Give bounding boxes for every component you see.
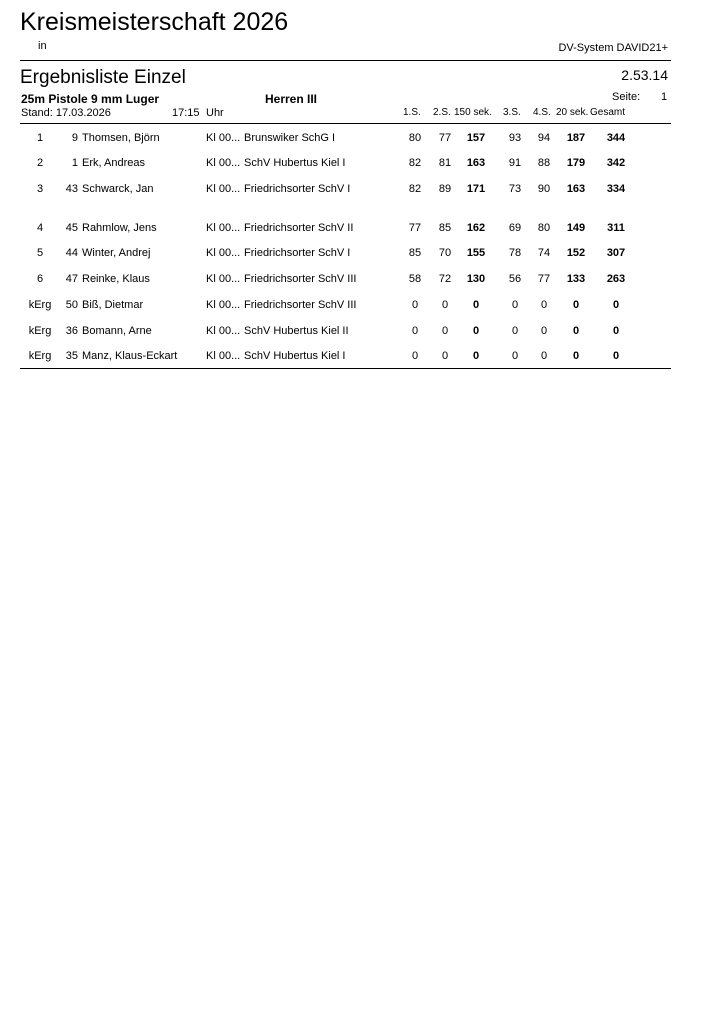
shooter-name: Winter, Andrej (82, 247, 151, 259)
sum-150sek: 171 (466, 183, 486, 195)
class-code: Kl 00... (206, 325, 241, 337)
class-code: Kl 00... (206, 132, 241, 144)
total-score: 344 (606, 132, 626, 144)
series-3: 69 (508, 222, 522, 234)
total-score: 0 (612, 350, 620, 362)
series-1: 82 (408, 157, 422, 169)
page-label: Seite: (612, 91, 641, 103)
total-score: 0 (612, 299, 620, 311)
series-4: 90 (537, 183, 551, 195)
series-1: 0 (411, 325, 419, 337)
sum-150sek: 0 (472, 325, 480, 337)
series-3: 0 (511, 325, 519, 337)
rank: kErg (28, 350, 52, 362)
series-1: 85 (408, 247, 422, 259)
page-number: 1 (661, 91, 668, 103)
class-label: Herren III (265, 92, 318, 106)
table-row (0, 183, 724, 203)
club-name: Brunswiker SchG I (244, 132, 336, 144)
series-4: 88 (537, 157, 551, 169)
club-name: Friedrichsorter SchV III (244, 299, 357, 311)
series-3: 78 (508, 247, 522, 259)
sum-20sek: 133 (566, 273, 586, 285)
rank: 4 (36, 222, 44, 234)
sum-20sek: 149 (566, 222, 586, 234)
series-3: 0 (511, 350, 519, 362)
series-2: 72 (438, 273, 452, 285)
start-number: 45 (65, 222, 78, 234)
series-1: 0 (411, 350, 419, 362)
shooter-name: Bomann, Arne (82, 325, 152, 337)
total-score: 0 (612, 325, 620, 337)
list-subtitle: Ergebnisliste Einzel (20, 67, 186, 88)
rank: 6 (36, 273, 44, 285)
total-score: 311 (607, 222, 625, 234)
series-2: 81 (438, 157, 452, 169)
club-name: Friedrichsorter SchV I (244, 183, 351, 195)
series-2: 0 (441, 350, 449, 362)
series-2: 85 (438, 222, 452, 234)
sum-150sek: 0 (472, 350, 480, 362)
series-2: 70 (438, 247, 452, 259)
table-row (0, 273, 724, 293)
class-code: Kl 00... (206, 157, 241, 169)
series-4: 74 (537, 247, 551, 259)
class-code: Kl 00... (206, 222, 241, 234)
series-3: 56 (508, 273, 522, 285)
start-number: 36 (65, 325, 78, 337)
table-row (0, 325, 724, 345)
class-code: Kl 00... (206, 299, 241, 311)
series-4: 0 (540, 299, 548, 311)
series-2: 89 (438, 183, 452, 195)
table-row (0, 222, 724, 242)
series-1: 80 (408, 132, 422, 144)
shooter-name: Rahmlow, Jens (82, 222, 157, 234)
shooter-name: Thomsen, Björn (82, 132, 160, 144)
system-label: DV-System DAVID21+ (558, 42, 668, 54)
col-header-150sek: 150 sek. (454, 107, 492, 118)
series-1: 77 (408, 222, 422, 234)
series-2: 0 (441, 299, 449, 311)
total-score: 334 (606, 183, 626, 195)
series-2: 77 (438, 132, 452, 144)
class-code: Kl 00... (206, 273, 241, 285)
class-code: Kl 00... (206, 247, 241, 259)
rank: 5 (36, 247, 44, 259)
col-header-s2: 2.S. (433, 107, 451, 118)
col-header-20sek: 20 sek. (556, 107, 589, 118)
club-name: Friedrichsorter SchV I (244, 247, 351, 259)
series-1: 58 (408, 273, 422, 285)
rank: kErg (28, 325, 52, 337)
table-row (0, 350, 724, 370)
sum-20sek: 0 (572, 299, 580, 311)
series-4: 94 (537, 132, 551, 144)
sum-20sek: 152 (566, 247, 586, 259)
col-header-s1: 1.S. (403, 107, 421, 118)
class-code: Kl 00... (206, 183, 241, 195)
series-1: 82 (408, 183, 422, 195)
sum-150sek: 157 (466, 132, 486, 144)
sum-150sek: 163 (466, 157, 486, 169)
start-number: 43 (65, 183, 78, 195)
sum-20sek: 187 (566, 132, 586, 144)
rank: 1 (36, 132, 44, 144)
start-number: 50 (65, 299, 78, 311)
shooter-name: Biß, Dietmar (82, 299, 144, 311)
start-number: 9 (71, 132, 78, 144)
sum-20sek: 0 (572, 325, 580, 337)
sum-150sek: 0 (472, 299, 480, 311)
header-divider (20, 60, 671, 61)
location-label: in (38, 40, 47, 52)
sum-150sek: 130 (466, 273, 486, 285)
series-3: 73 (508, 183, 522, 195)
table-row (0, 132, 724, 152)
shooter-name: Reinke, Klaus (82, 273, 150, 285)
rank: kErg (28, 299, 52, 311)
club-name: Friedrichsorter SchV III (244, 273, 357, 285)
sum-150sek: 155 (466, 247, 486, 259)
col-header-gesamt: Gesamt (590, 107, 626, 118)
club-name: SchV Hubertus Kiel I (244, 157, 346, 169)
shooter-name: Erk, Andreas (82, 157, 145, 169)
col-header-s3: 3.S. (503, 107, 521, 118)
table-row (0, 157, 724, 177)
stand-time: 17:15 (172, 107, 200, 119)
series-3: 93 (508, 132, 522, 144)
table-footer-divider (20, 368, 671, 369)
time-unit: Uhr (206, 107, 224, 119)
class-code: Kl 00... (206, 350, 241, 362)
club-name: SchV Hubertus Kiel II (244, 325, 349, 337)
table-row (0, 247, 724, 267)
start-number: 1 (71, 157, 78, 169)
start-number: 47 (65, 273, 78, 285)
series-3: 91 (508, 157, 522, 169)
total-score: 342 (606, 157, 626, 169)
series-4: 77 (537, 273, 551, 285)
series-4: 0 (540, 325, 548, 337)
table-row (0, 299, 724, 319)
stand-date: Stand: 17.03.2026 (21, 107, 111, 119)
shooter-name: Schwarck, Jan (82, 183, 154, 195)
rank: 3 (36, 183, 44, 195)
club-name: SchV Hubertus Kiel I (244, 350, 346, 362)
discipline-label: 25m Pistole 9 mm Luger (21, 92, 160, 106)
series-3: 0 (511, 299, 519, 311)
total-score: 263 (606, 273, 626, 285)
total-score: 307 (606, 247, 626, 259)
series-4: 80 (537, 222, 551, 234)
table-header-divider (20, 123, 671, 124)
series-2: 0 (441, 325, 449, 337)
club-name: Friedrichsorter SchV II (244, 222, 354, 234)
rank: 2 (36, 157, 44, 169)
start-number: 44 (65, 247, 78, 259)
series-1: 0 (411, 299, 419, 311)
sum-20sek: 179 (566, 157, 586, 169)
version-label: 2.53.14 (621, 67, 668, 83)
shooter-name: Manz, Klaus-Eckart (82, 350, 178, 362)
series-4: 0 (540, 350, 548, 362)
start-number: 35 (65, 350, 78, 362)
sum-150sek: 162 (466, 222, 486, 234)
col-header-s4: 4.S. (533, 107, 551, 118)
sum-20sek: 163 (566, 183, 586, 195)
document-title: Kreismeisterschaft 2026 (20, 8, 289, 36)
sum-20sek: 0 (572, 350, 580, 362)
